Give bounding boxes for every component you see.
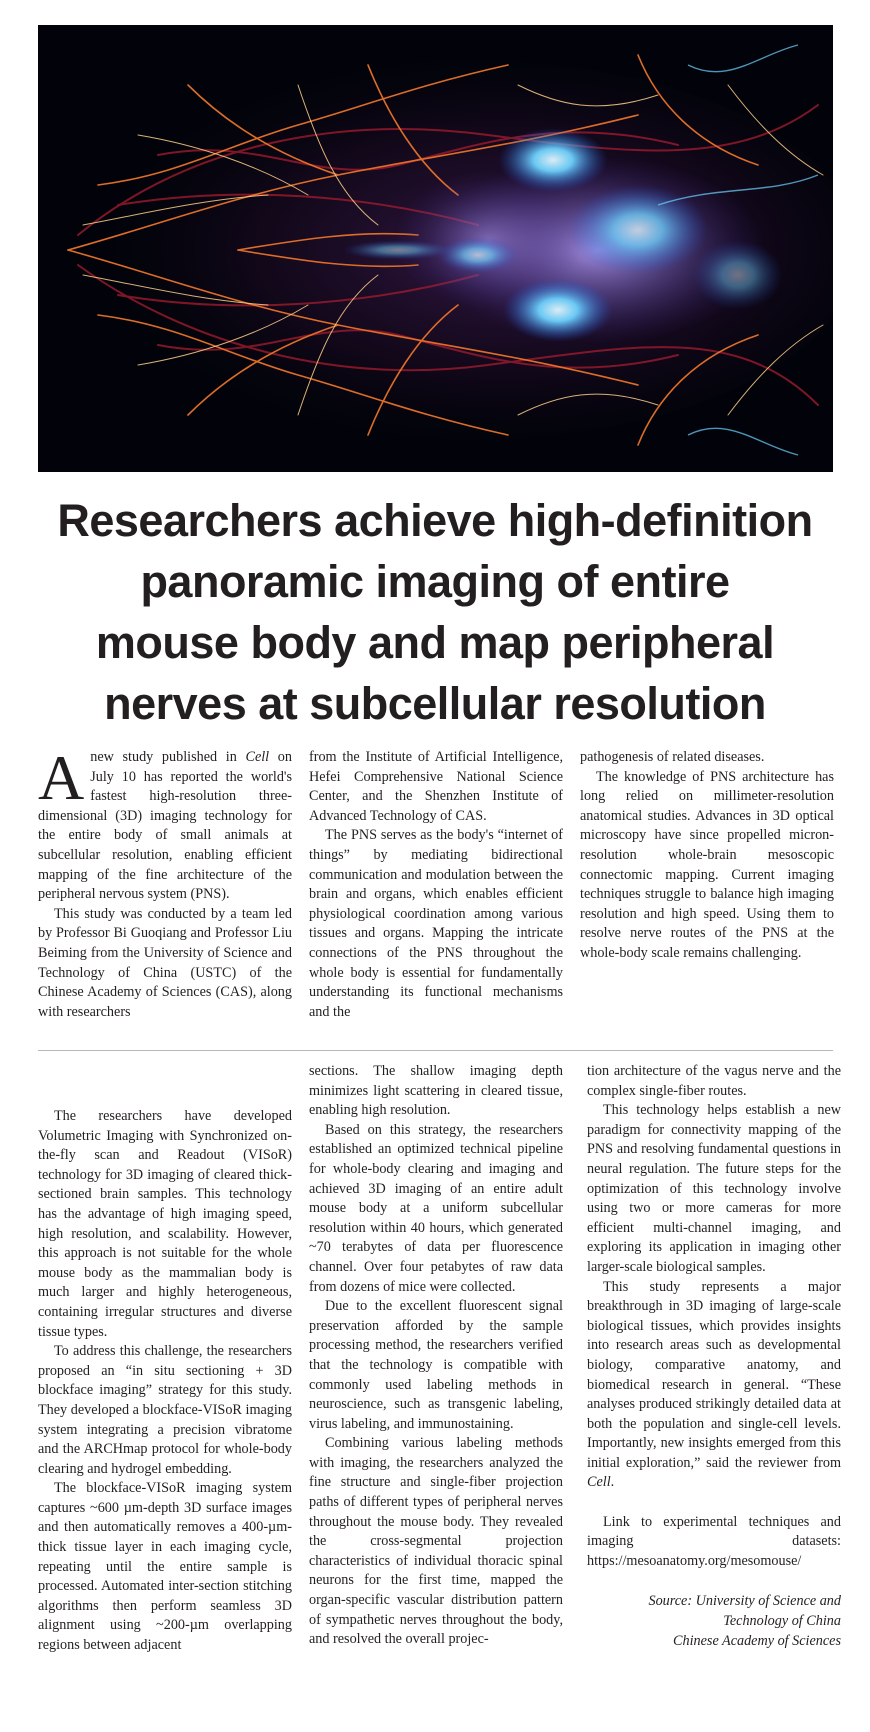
paragraph-labeling: Due to the excellent fluorescent signal preservation afforded by the sample processing method, the researchers verified that the technology is compatible with commonly used labeling methods in neuroscience, such as transgenic labeling, virus labeling, and immunostaining. bbox=[309, 1298, 563, 1432]
paragraph-analysis: Combining various labeling methods with imaging, the researchers analyzed the fine structure and single-fiber projection paths of different types of peripheral nerves throughout the mouse body. They revealed the cross-segmental projection characteristics of individual thoracic spinal neurons for the first time, mapped the organ-specific vascular distribution pattern of sympathetic nerves throughout the body, and resolved the overall projec- bbox=[309, 1435, 563, 1648]
paragraph-team-continued: from the Institute of Artificial Intelligence, Hefei Comprehensive National Science Center, and the Shenzhen Institute of Advanced Technology of CAS. bbox=[309, 749, 563, 824]
paragraph-blockface: The blockface-VISoR imaging system captures ~600 µm-depth 3D surface images and then automatically removes a 400-µm-thick tissue layer in each imaging cycle, repeating until the entire sample is processed. Automated inter-section stitching algorithms then perform seamless 3D alignment using ~200-µm overlapping regions between adjacent bbox=[38, 1480, 292, 1654]
bottom-column-2 bbox=[309, 1062, 563, 1650]
paragraph-analysis-continued: tion architecture of the vagus nerve and the complex single-fiber routes. bbox=[587, 1063, 841, 1099]
fluorescence-image-graphic bbox=[38, 25, 833, 472]
top-column-1 bbox=[38, 742, 292, 1022]
drop-cap: A bbox=[38, 742, 85, 813]
top-column-3 bbox=[580, 748, 834, 964]
article-headline bbox=[30, 490, 840, 734]
headline-line-3: mouse body and map peripheral bbox=[95, 617, 775, 668]
paragraph-pns-knowledge: The knowledge of PNS architecture has long relied on millimeter-resolution anatomical studies. Advances in 3D optical microscopy have since propelled micron-resolution whole-brain mesoscopic connectomic mapping. Current imaging techniques struggle to balance high imaging resolution and high speed. Using them to resolve nerve routes of the PNS at the whole-body scale remains challenging. bbox=[580, 768, 834, 961]
bottom-column-1 bbox=[38, 1107, 292, 1656]
paragraph-team: This study was conducted by a team led by Professor Bi Guoqiang and Professor Liu Beiming from the University of Science and Technology of China (USTC) of the Chinese Academy of Sciences (CAS), along with researchers bbox=[38, 905, 292, 1020]
top-column-2 bbox=[309, 748, 563, 1022]
section-divider bbox=[38, 1050, 833, 1051]
source-credit: Source: University of Science and Technology of China Chinese Academy of Sciences bbox=[648, 1593, 841, 1650]
intro-paragraph: Anew study published in Cell on July 10 has reported the world's fastest high-resolution three-dimensional (3D) imaging technology for the entire body of small animals at subcellular resolution, enabling efficient mapping of the fine architecture of the peripheral nervous system (PNS). bbox=[38, 742, 292, 903]
paragraph-strategy: To address this challenge, the researchers proposed an “in situ sectioning + 3D blockface imaging” strategy for this study. They developed a blockface-VISoR imaging system integrating a precision vibratome and the ARCHmap protocol for whole-body clearing and hydrogel embedding. bbox=[38, 1343, 292, 1477]
headline-line-2: panoramic imaging of entire bbox=[140, 556, 730, 607]
dataset-link[interactable]: Link to experimental techniques and imaging datasets: https://mesoanatomy.org/mesomouse/ bbox=[587, 1513, 841, 1569]
paragraph-breakthrough: This study represents a major breakthrough in 3D imaging of large-scale biological tissues, which provides insights into research areas such as developmental biology, comparative anatomy, and biomedical research in general. “These analyses produced strikingly detailed data at both the population and single-cell levels. Importantly, new insights emerged from this initial exploration,” said the reviewer from Cell. bbox=[587, 1278, 841, 1491]
paragraph-paradigm: This technology helps establish a new paradigm for connectivity mapping of the PNS and resolving fundamental questions in neural regulation. The future steps for the optimization of this technology involve using two or more cameras for more efficient multi-channel imaging, and exploring its application in imaging other larger-scale biological samples. bbox=[587, 1102, 841, 1275]
paragraph-pns-role: The PNS serves as the body's “internet of things” by mediating bidirectional communication and modulation between the brain and organs, which enables efficient physiological coordination among various tissues and organs. Mapping the intricate connections of the PNS throughout the whole body is essential for fundamentally understanding its functional mechanisms and the bbox=[309, 827, 563, 1020]
headline-line-1: Researchers achieve high-definition bbox=[57, 495, 813, 546]
paragraph-pipeline: Based on this strategy, the researchers established an optimized technical pipeline for whole-body clearing and imaging and achieved 3D imaging of an entire adult mouse body at a uniform subcellular resolution within 40 hours, which generated ~70 terabytes of data per fluorescence channel. Over four petabytes of raw data from dozens of mice were collected. bbox=[309, 1121, 563, 1295]
paragraph-blockface-continued: sections. The shallow imaging depth minimizes light scattering in cleared tissue, enabling high resolution. bbox=[309, 1063, 563, 1119]
paragraph-visor: The researchers have developed Volumetric Imaging with Synchronized on-the-fly scan and Readout (VISoR) technology for 3D imaging of cleared thick-sectioned brain samples. This technology has the advantage of high imaging speed, high resolution, and scalability. However, this approach is not suitable for the whole mouse body as the mammalian body is much larger and highly heterogeneous, containing irregular structures and diverse tissue types. bbox=[38, 1108, 292, 1340]
headline-line-4: nerves at subcellular resolution bbox=[104, 678, 766, 729]
paragraph-pns-role-continued: pathogenesis of related diseases. bbox=[580, 749, 765, 765]
mouse-nerve-image bbox=[38, 25, 833, 472]
bottom-column-3 bbox=[587, 1062, 841, 1651]
